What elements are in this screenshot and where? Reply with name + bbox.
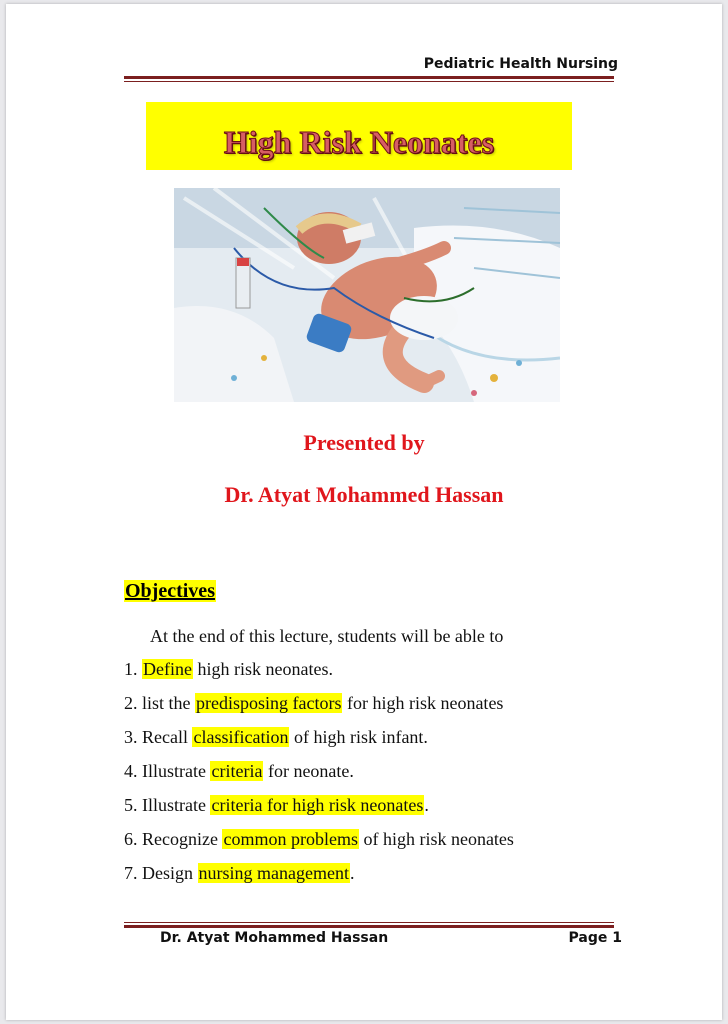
objectives-heading: Objectives xyxy=(125,580,215,602)
list-item: 4. Illustrate criteria for neonate. xyxy=(124,761,354,781)
objectives-intro: At the end of this lecture, students will be able to xyxy=(150,626,504,646)
header-rule xyxy=(124,76,614,82)
objectives-list xyxy=(124,658,514,896)
page-number: Page 1 xyxy=(568,930,622,946)
list-item: 5. Illustrate criteria for high risk neonates. xyxy=(124,795,429,815)
list-item: 6. Recognize common problems of high risk neonates xyxy=(124,829,514,849)
list-item: 7. Design nursing management. xyxy=(124,863,355,883)
running-header: Pediatric Health Nursing xyxy=(423,56,618,72)
neonate-photo xyxy=(174,188,560,402)
list-item: 2. list the predisposing factors for high risk neonates xyxy=(124,693,504,713)
footer-rule xyxy=(124,922,614,928)
list-item: 3. Recall classification of high risk infant. xyxy=(124,727,428,747)
title-banner xyxy=(146,102,572,170)
list-item: 1. Define high risk neonates. xyxy=(124,659,333,679)
presented-by-label: Presented by xyxy=(303,430,425,455)
document-title: High Risk Neonates xyxy=(223,124,495,160)
footer-author: Dr. Atyat Mohammed Hassan xyxy=(160,930,389,946)
presenter-name: Dr. Atyat Mohammed Hassan xyxy=(224,482,504,507)
neonate-incubator-image xyxy=(174,188,560,402)
